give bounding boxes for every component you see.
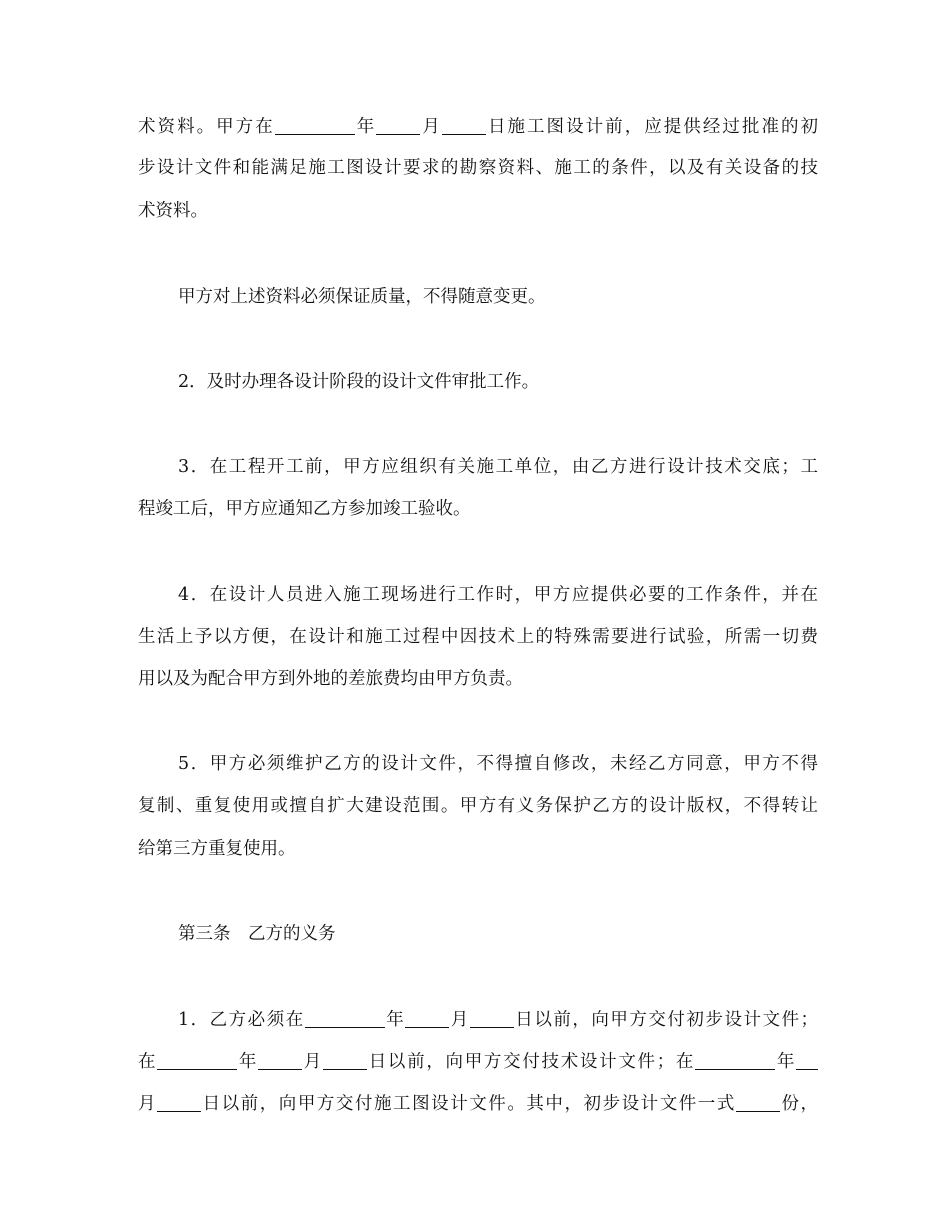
blank-field (157, 1093, 201, 1112)
paragraph-line: 术资料。甲方在 年 月 日施工图设计前，应提供经过批准的初 (138, 117, 819, 137)
paragraph-line: 复制、重复使用或擅自扩大建设范围。甲方有义务保护乙方的设计版权，不得转让 (138, 796, 818, 816)
paragraph-line: 在 年 月 日以前，向甲方交付技术设计文件；在 年 (138, 1050, 818, 1074)
section-heading: 第三条 乙方的义务 (178, 924, 336, 944)
paragraph-line: 2．及时办理各设计阶段的设计文件审批工作。 (178, 372, 540, 392)
blank-field (376, 116, 420, 135)
paragraph-line: 1．乙方必须在 年 月 日以前，向甲方交付初步设计文件； (178, 1010, 819, 1030)
blank-field (405, 1009, 449, 1028)
blank-field (796, 1051, 818, 1070)
paragraph-line: 3．在工程开工前，甲方应组织有关施工单位，由乙方进行设计技术交底；工 (178, 457, 818, 477)
blank-field (736, 1093, 780, 1112)
paragraph-line: 用以及为配合甲方到外地的差旅费均由甲方负责。 (138, 669, 523, 689)
paragraph-line: 甲方对上述资料必须保证质量，不得随意变更。 (178, 287, 546, 307)
paragraph-line: 月 日以前，向甲方交付施工图设计文件。其中，初步设计文件一式 份， (138, 1094, 818, 1114)
blank-field (258, 1051, 302, 1070)
blank-field (695, 1051, 775, 1070)
blank-field (470, 1009, 514, 1028)
paragraph-line: 生活上予以方便，在设计和施工过程中因技术上的特殊需要进行试验，所需一切费 (138, 627, 818, 647)
blank-field (157, 1051, 237, 1070)
blank-field (442, 116, 486, 135)
paragraph-line: 5．甲方必须维护乙方的设计文件，不得擅自修改，未经乙方同意，甲方不得 (178, 754, 818, 774)
paragraph-line: 术资料。 (138, 201, 208, 221)
paragraph-line: 步设计文件和能满足施工图设计要求的勘察资料、施工的条件，以及有关设备的技 (138, 158, 818, 178)
blank-field (305, 1009, 385, 1028)
blank-field (323, 1051, 367, 1070)
paragraph-line: 4．在设计人员进入施工现场进行工作时，甲方应提供必要的工作条件，并在 (178, 585, 818, 605)
paragraph-line: 程竣工后，甲方应通知乙方参加竣工验收。 (138, 499, 471, 519)
blank-field (275, 116, 355, 135)
paragraph-line: 给第三方重复使用。 (138, 839, 296, 859)
